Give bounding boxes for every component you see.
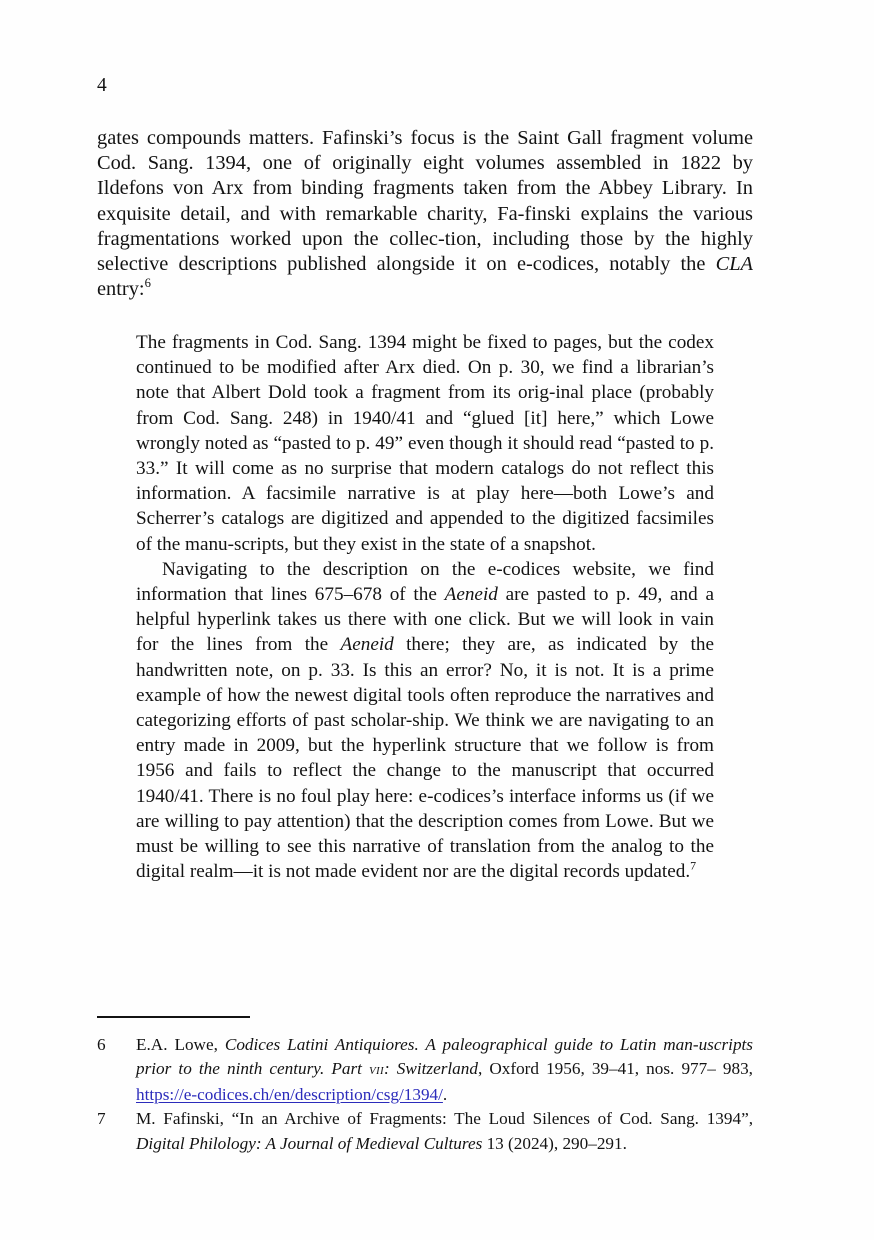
quote-paragraph-1: The fragments in Cod. Sang. 1394 might be fixed to pages, but the codex continued to be modified after Arx died. On p. 30, we find a librarian’s note that Albert Dold took a fragment from its orig-inal place (probably from Cod. Sang. 248) in 1940/41 and “glued [it] here,” which Lowe wrongly noted as “pasted to p. 49” even though it should read “pasted to p. 33.” It will come as no surprise that modern catalogs do not reflect this information. A facsimile narrative is at play here—both Lowe’s and Scherrer’s catalogs are digitized and appended to the digitized facsimiles of the manu-scripts, but they exist in the state of a snapshot. — [136, 332, 714, 555]
quote-p2-part-c: there; they are, as indicated by the handwritten note, on p. 33. Is this an error? No, it is not. It is a prime example of how the newest digital tools often reproduce the narratives and categorizing efforts of past scholar-ship. We think we are navigating to an entry made in 2009, but the hyperlink structure that we follow is from 1956 and fails to reflect the change to the manuscript that occurred 1940/41. There is no foul play here: e-codices’s interface informs us (if we are willing to pay attention) that the description comes from Lowe. But we must be willing to see this narrative of translation from the analog to the digital realm—it is not made evident nor are the digital records updated. — [136, 634, 714, 883]
quote-italic-aeneid-2: Aeneid — [340, 634, 394, 656]
footnote-marker-7[interactable]: 7 — [690, 858, 697, 873]
footnote-7-title: Digital Philology: A Journal of Medieval Cultures — [136, 1133, 483, 1153]
body-text-block — [97, 126, 753, 302]
body-paragraph-text: gates compounds matters. Fafinski’s focus is the Saint Gall fragment volume Cod. Sang. 1394, one of originally eight volumes assembled in 1822 by Ildefons von Arx from binding fragments taken from the Abbey Library. In exquisite detail, and with remarkable charity, Fa-finski explains the various fragmentations worked upon the collec-tion, including those by the highly selective descriptions published alongside it on e-codices, notably the — [97, 127, 753, 276]
footnote-6-title: Codices Latini Antiquiores. A paleographical guide to Latin man-uscripts prior to the ninth century. Part — [136, 1035, 754, 1079]
footnote-6-url-link[interactable]: https://e-codices.ch/en/description/csg/1394/ — [136, 1084, 443, 1104]
body-paragraph-tail: entry: — [97, 278, 145, 301]
footnote-number-7: 7 — [97, 1109, 106, 1129]
footnote-6-pre: E.A. Lowe, — [136, 1035, 225, 1054]
footnote-number-6: 6 — [97, 1035, 106, 1054]
quote-p2-part-a: Navigating to the description on the e-codices website, we find information that lines 675–678 of the — [136, 558, 714, 606]
quote-p2-part-b: are pasted to p. 49, and a helpful hyperlink takes us there with one click. But we will look in vain for the lines from the — [136, 584, 714, 656]
quote-italic-aeneid-1: Aeneid — [444, 584, 498, 606]
block-quote — [136, 330, 714, 884]
quote-paragraph-2 — [136, 557, 714, 885]
footnote-item-6 — [97, 1033, 753, 1107]
body-italic-term: CLA — [715, 253, 753, 276]
footnote-6-post: , Oxford 1956, 39–41, nos. 977– 983, — [477, 1059, 753, 1079]
body-paragraph — [97, 126, 753, 302]
footnote-6-tail: . — [442, 1084, 448, 1104]
footnote-item-7 — [97, 1107, 753, 1156]
footnote-7-post: 13 (2024), 290–291. — [482, 1133, 627, 1153]
footnote-marker-6[interactable]: 6 — [144, 276, 151, 291]
footnote-6-part-numeral: vii — [369, 1061, 384, 1079]
footnote-list — [97, 1033, 753, 1156]
footnote-6-title-2: : Switzerland — [383, 1059, 478, 1079]
footnote-separator-rule — [97, 1016, 250, 1018]
page-number: 4 — [97, 75, 107, 96]
footnote-7-pre: M. Fafinski, “In an Archive of Fragments: The Loud Silences of Cod. Sang. 1394”, — [136, 1109, 753, 1129]
